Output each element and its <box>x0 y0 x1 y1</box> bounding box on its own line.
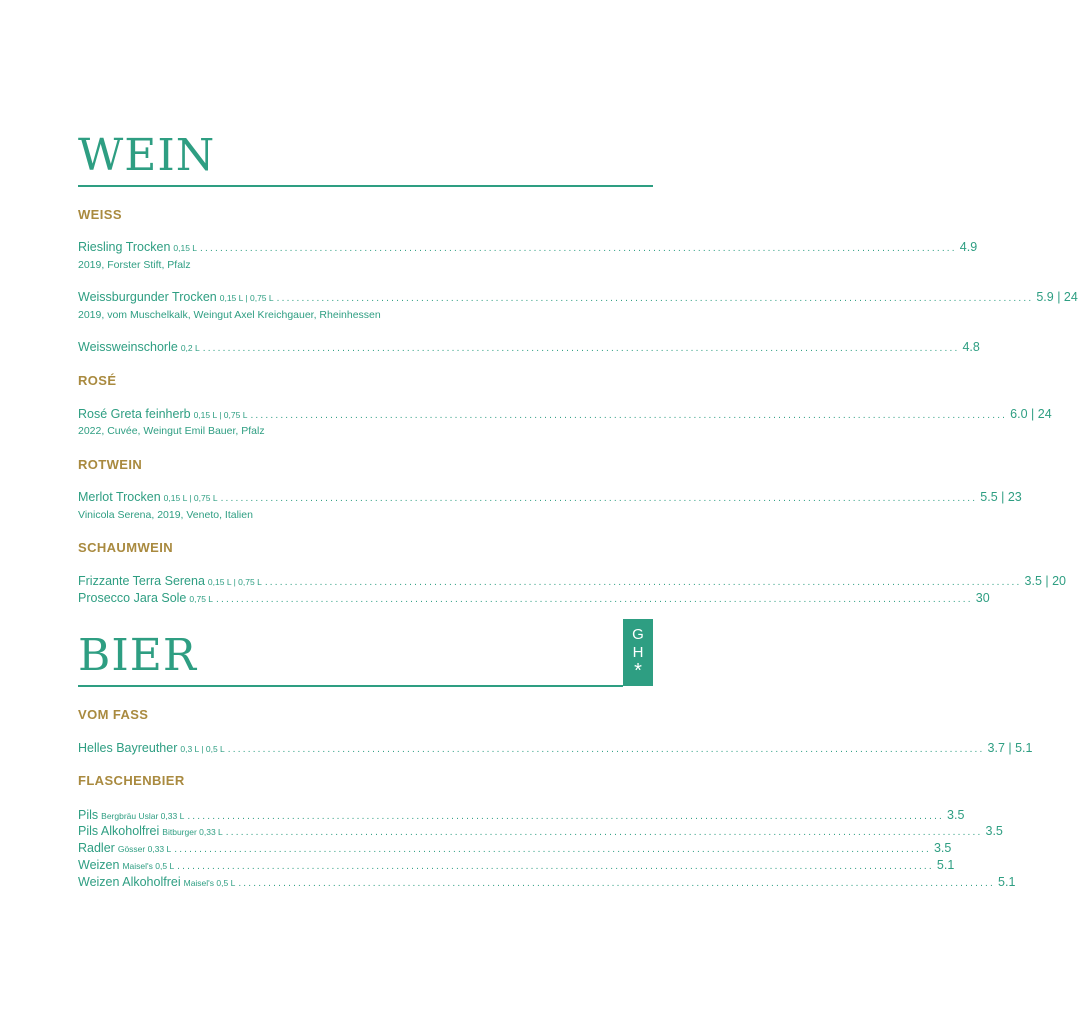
item-size: 0,15 L | 0,75 L <box>219 293 274 303</box>
dot-leader: ........................................................................................................................................................ <box>220 493 978 504</box>
dot-leader: ........................................................................................................................................................ <box>174 844 931 855</box>
item-description: 2022, Cuvée, Weingut Emil Bauer, Pfalz <box>78 425 265 437</box>
category-flaschenbier: FLASCHENBIER <box>78 773 185 788</box>
item-description: Vinicola Serena, 2019, Veneto, Italien <box>78 509 253 521</box>
item-name: Weizen <box>78 858 120 872</box>
category-vom-fass: VOM FASS <box>78 707 149 722</box>
item-size: Bitburger 0,33 L <box>162 827 223 837</box>
item-size: 0,15 L | 0,75 L <box>193 410 248 420</box>
item-price: 5.9 | 24 <box>1036 290 1078 304</box>
item-price: 5.1 <box>936 858 955 872</box>
item-price: 3.5 <box>947 808 965 822</box>
dot-leader: ........................................................................................................................................................ <box>238 878 996 889</box>
item-name: Prosecco Jara Sole <box>78 591 187 605</box>
item-price: 4.8 <box>962 340 980 354</box>
item-size: Bergbräu Uslar 0,33 L <box>101 811 185 821</box>
menu-item-pils-alkoholfrei <box>78 823 1003 841</box>
menu-page <box>78 0 1078 1024</box>
section-title-wein: WEIN <box>78 130 216 181</box>
dot-leader: ........................................................................................................................................................ <box>227 744 985 755</box>
item-size: 0,75 L <box>189 594 214 604</box>
menu-item-merlot <box>78 489 1022 507</box>
menu-item-riesling <box>78 239 978 257</box>
item-name: Frizzante Terra Serena <box>78 574 205 588</box>
dot-leader: ........................................................................................................................................................ <box>264 577 1022 588</box>
item-price: 5.1 <box>998 875 1016 889</box>
dot-leader: ........................................................................................................................................................ <box>202 343 960 354</box>
item-description: 2019, Forster Stift, Pfalz <box>78 259 191 271</box>
item-price: 5.5 | 23 <box>980 490 1022 504</box>
menu-item-helles <box>78 740 1033 758</box>
item-price: 3.5 <box>933 841 952 855</box>
dot-leader: ........................................................................................................................................................ <box>216 594 973 605</box>
menu-item-weissweinschorle <box>78 339 980 357</box>
category-rotwein: ROTWEIN <box>78 457 143 472</box>
item-size: Maisel's 0,5 L <box>183 878 236 888</box>
item-description: 2019, vom Muschelkalk, Weingut Axel Kreichgauer, Rheinhessen <box>78 309 381 321</box>
dot-leader: ........................................................................................................................................................ <box>200 243 957 254</box>
menu-item-rose-greta <box>78 406 1052 424</box>
item-size: Gösser 0,33 L <box>117 844 172 854</box>
item-price: 4.9 <box>959 240 978 254</box>
item-price: 6.0 | 24 <box>1010 407 1052 421</box>
item-price: 3.5 <box>985 824 1003 838</box>
item-name: Pils <box>78 808 99 822</box>
item-size: 0,2 L <box>180 343 200 353</box>
dot-leader: ........................................................................................................................................................ <box>250 410 1008 421</box>
section-title-bier: BIER <box>78 630 197 681</box>
gh-logo <box>623 619 653 686</box>
item-size: 0,15 L | 0,75 L <box>163 493 218 503</box>
menu-item-prosecco <box>78 590 990 608</box>
item-name: Radler <box>78 841 115 855</box>
menu-item-radler <box>78 840 952 858</box>
item-name: Weizen Alkoholfrei <box>78 875 181 889</box>
item-name: Riesling Trocken <box>78 240 171 254</box>
item-price: 30 <box>975 591 990 605</box>
dot-leader: ........................................................................................................................................................ <box>177 861 934 872</box>
category-weiss: WEISS <box>78 207 122 222</box>
category-rose: ROSÉ <box>78 373 117 388</box>
dot-leader: ........................................................................................................................................................ <box>225 827 983 838</box>
menu-item-weizen-alkoholfrei <box>78 874 1016 892</box>
item-size: 0,15 L | 0,75 L <box>207 577 262 587</box>
item-name: Helles Bayreuther <box>78 741 178 755</box>
item-name: Merlot Trocken <box>78 490 161 504</box>
asterisk-icon: * <box>634 659 642 682</box>
item-name: Pils Alkoholfrei <box>78 824 160 838</box>
item-price: 3.5 | 20 <box>1024 574 1067 588</box>
item-size: 0,15 L <box>173 243 198 253</box>
section-divider-bier <box>78 685 623 687</box>
item-name: Weissburgunder Trocken <box>78 290 217 304</box>
item-size: 0,3 L | 0,5 L <box>180 744 225 754</box>
menu-item-weizen <box>78 857 955 875</box>
menu-item-weissburgunder <box>78 289 1078 307</box>
dot-leader: ........................................................................................................................................................ <box>276 293 1034 304</box>
item-size: Maisel's 0,5 L <box>122 861 175 871</box>
logo-letter-g: G <box>632 625 644 643</box>
dot-leader: ........................................................................................................................................................ <box>187 811 945 822</box>
menu-item-frizzante <box>78 573 1067 591</box>
category-schaumwein: SCHAUMWEIN <box>78 540 173 555</box>
logo-letter-h: H <box>632 643 644 661</box>
item-price: 3.7 | 5.1 <box>987 741 1033 755</box>
section-divider-wein <box>78 185 653 187</box>
item-name: Weissweinschorle <box>78 340 178 354</box>
item-name: Rosé Greta feinherb <box>78 407 191 421</box>
